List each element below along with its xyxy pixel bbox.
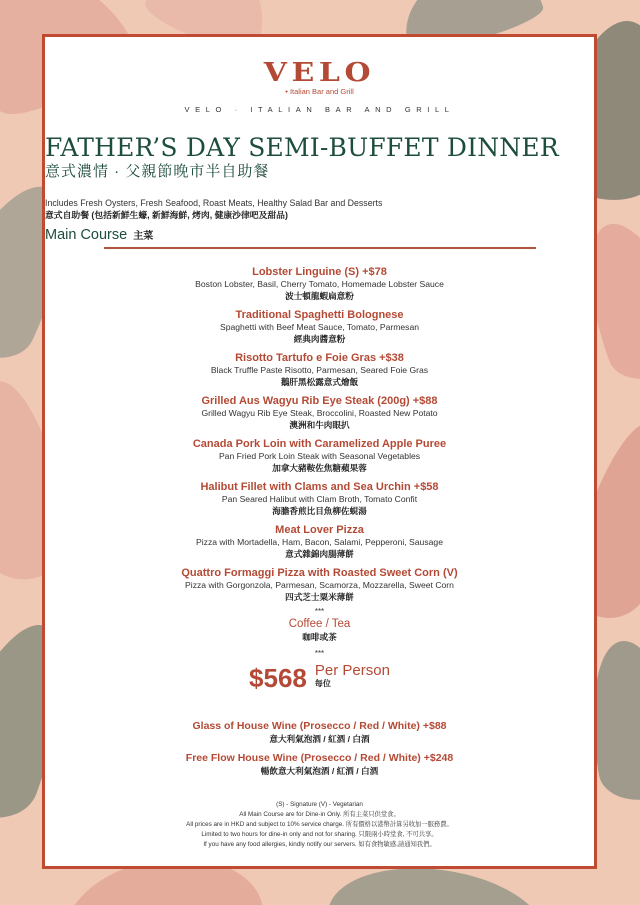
wine-name-zh: 意大利氣泡酒 / 紅酒 / 白酒 [269, 734, 370, 744]
wine-name: Free Flow House Wine (Prosecco / Red / White) +$248 [185, 752, 454, 764]
footnote: Limited to two hours for dine-in only and not for sharing. 只限兩小時堂食, 不可共享。 [201, 831, 438, 838]
item-description: Pan Seared Halibut with Clam Broth, Tomato Confit [221, 494, 418, 504]
item-name: Traditional Spaghetti Bolognese [235, 309, 404, 321]
item-description: Pan Fried Pork Loin Steak with Seasonal Vegetables [218, 451, 421, 461]
item-name-zh: 經典肉醬意粉 [293, 334, 346, 344]
item-name: Meat Lover Pizza [275, 524, 364, 536]
coffee-section [45, 607, 594, 659]
brand-tagline: VELO · ITALIAN BAR AND GRILL [184, 105, 455, 114]
item-name-zh: 意式雜錦肉腸薄餅 [285, 549, 354, 559]
price-unit: Per Person [314, 662, 390, 679]
menu-list [45, 265, 594, 609]
logo [45, 58, 594, 114]
includes-text: Includes Fresh Oysters, Fresh Seafood, Roast Meats, Healthy Salad Bar and Desserts [45, 198, 383, 208]
item-name: Grilled Aus Wagyu Rib Eye Steak (200g) +$88 [201, 395, 438, 407]
item-name: Canada Pork Loin with Caramelized Apple Puree [192, 438, 447, 450]
page-title-zh: 意式濃情 · 父親節晚市半自助餐 [45, 163, 270, 180]
item-name-zh: 鵝肝黑松露意式燴飯 [280, 377, 359, 387]
item-description: Spaghetti with Beef Meat Sauce, Tomato, Parmesan [219, 322, 420, 332]
wine-item [45, 719, 594, 745]
logo-mark: VELO [263, 58, 376, 88]
item-name-zh: 海膽香煎比目魚柳佐蜆湯 [272, 506, 367, 516]
footnote: If you have any food allergies, kindly notify our servers. 如有食物敏感,請通知我們。 [203, 841, 436, 848]
item-name-zh: 波士頓龍蝦扁意粉 [285, 291, 354, 301]
menu-item [45, 308, 594, 345]
menu-item [45, 265, 594, 302]
item-description: Pizza with Mortadella, Ham, Bacon, Salami, Pepperoni, Sausage [196, 537, 443, 547]
footnotes [45, 800, 594, 850]
section-title: Main Course [45, 227, 128, 243]
item-name: Halibut Fillet with Clams and Sea Urchin +$58 [200, 481, 439, 493]
footnote: All Main Course are for Dine-in Only. 所有主菜只供堂食。 [239, 811, 400, 818]
price-block [45, 663, 594, 693]
includes-text-zh: 意式自助餐 (包括新鮮生蠔, 新鮮海鮮, 烤肉, 健康沙律吧及甜品) [45, 210, 288, 220]
wine-name: Glass of House Wine (Prosecco / Red / White) +$88 [192, 720, 447, 732]
menu-card [42, 34, 597, 869]
item-name-zh: 加拿大豬鞍佐焦糖蘋果蓉 [272, 463, 367, 473]
item-name: Quattro Formaggi Pizza with Roasted Sweet Corn (V) [181, 567, 458, 579]
logo-subtitle: • Italian Bar and Grill [285, 87, 354, 96]
item-description: Boston Lobster, Basil, Cherry Tomato, Homemade Lobster Sauce [195, 279, 444, 289]
menu-item [45, 480, 594, 517]
price-amount: $568 [249, 663, 307, 693]
item-name-zh: 四式芝士粟米薄餅 [285, 592, 354, 602]
coffee-name: Coffee / Tea [288, 618, 351, 630]
wine-options [45, 719, 594, 783]
menu-item [45, 437, 594, 474]
divider [104, 247, 536, 249]
menu-item [45, 523, 594, 560]
menu-item [45, 566, 594, 603]
item-name: Lobster Linguine (S) +$78 [252, 266, 387, 278]
price-unit-zh: 每位 [314, 679, 331, 688]
item-description: Pizza with Gorgonzola, Parmesan, Scamorza, Mozzarella, Sweet Corn [185, 580, 454, 590]
page-title: FATHER’S DAY SEMI-BUFFET DINNER [45, 133, 559, 162]
wine-name-zh: 暢飲意大利氣泡酒 / 紅酒 / 白酒 [260, 766, 379, 776]
footnote: All prices are in HKD and subject to 10% service charge. 所有價格以港幣計算另收加一服務費。 [186, 821, 453, 828]
footnote: (S) - Signature (V) - Vegetarian [276, 801, 363, 808]
item-name-zh: 澳洲和牛肉眼扒 [289, 420, 350, 430]
separator-stars: *** [314, 607, 325, 616]
separator-stars: *** [314, 649, 325, 658]
item-description: Grilled Wagyu Rib Eye Steak, Broccolini, Roasted New Potato [201, 408, 438, 418]
wine-item [45, 751, 594, 777]
menu-item [45, 394, 594, 431]
section-heading [45, 226, 594, 246]
item-description: Black Truffle Paste Risotto, Parmesan, Seared Foie Gras [210, 365, 429, 375]
coffee-name-zh: 咖啡或茶 [302, 632, 337, 642]
menu-item [45, 351, 594, 388]
item-name: Risotto Tartufo e Foie Gras +$38 [235, 352, 404, 364]
section-title-zh: 主菜 [133, 231, 154, 242]
